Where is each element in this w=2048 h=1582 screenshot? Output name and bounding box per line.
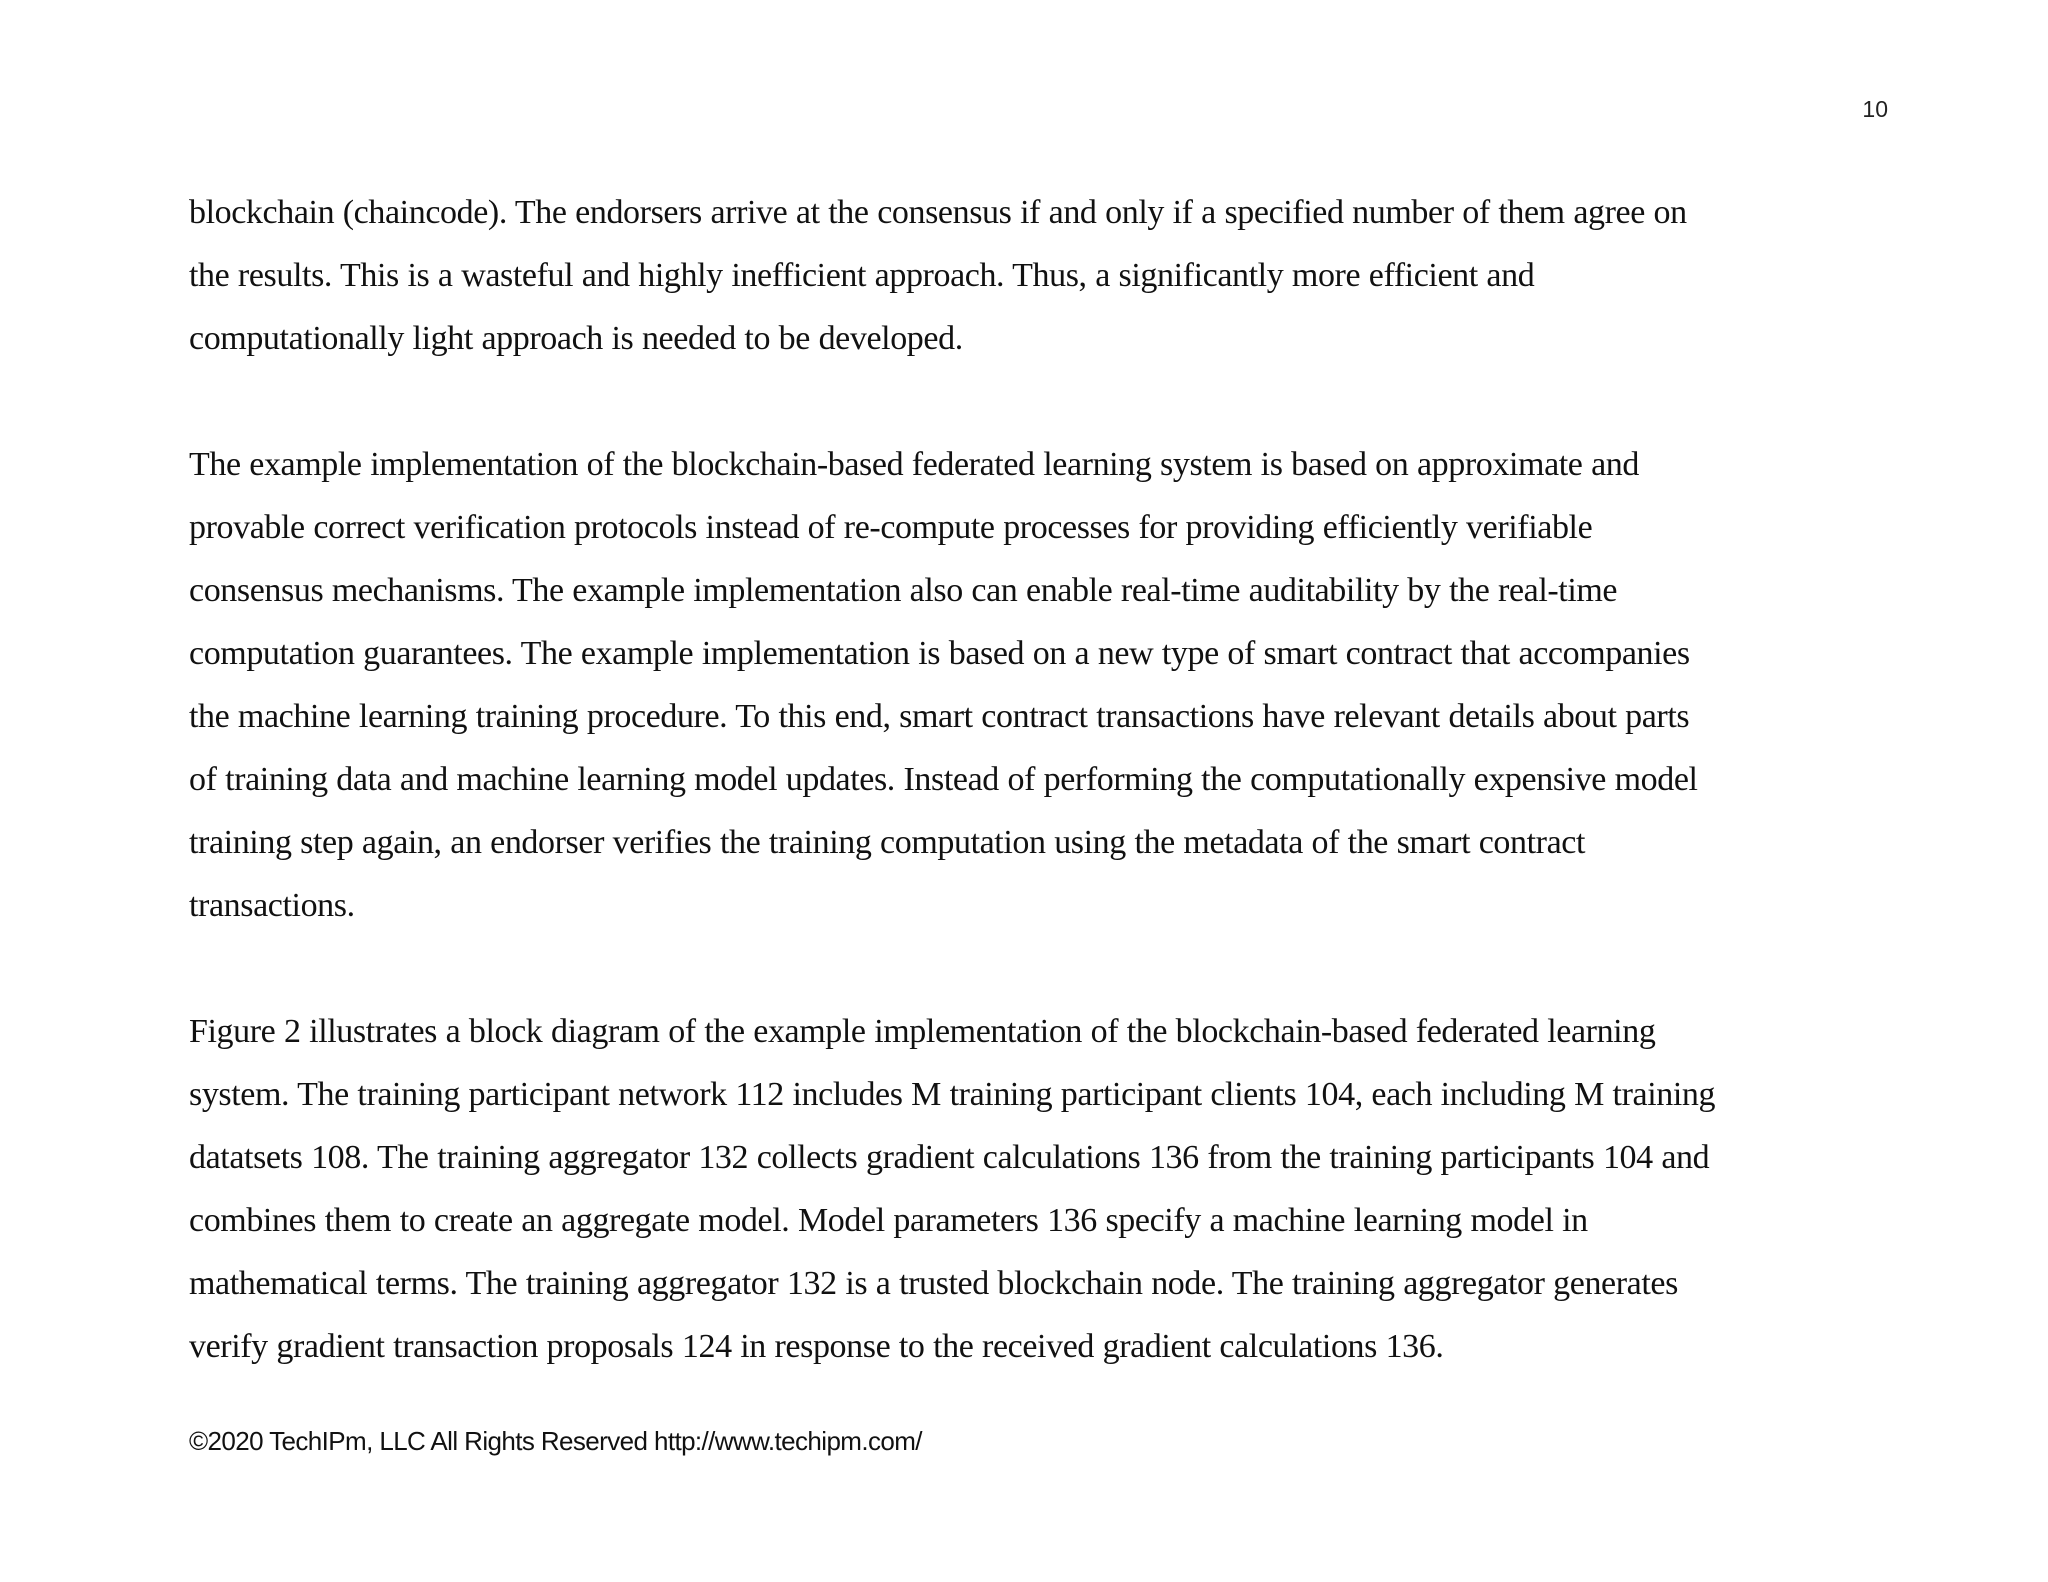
text-line: combines them to create an aggregate model. Model parameters 136 specify a machine learning model in bbox=[189, 1202, 1588, 1239]
text-line: verify gradient transaction proposals 124 in response to the received gradient calculations 136. bbox=[189, 1328, 1444, 1365]
document-body bbox=[189, 181, 1879, 1378]
page-number: 10 bbox=[1862, 96, 1888, 122]
text-line: datatsets 108. The training aggregator 132 collects gradient calculations 136 from the training participants 104 and bbox=[189, 1139, 1710, 1176]
text-line: mathematical terms. The training aggregator 132 is a trusted blockchain node. The training aggregator generates bbox=[189, 1265, 1678, 1302]
paragraph-1 bbox=[189, 181, 1879, 370]
text-line: blockchain (chaincode). The endorsers arrive at the consensus if and only if a specified number of them agree on bbox=[189, 194, 1687, 231]
text-line: consensus mechanisms. The example implementation also can enable real-time auditability by the real-time bbox=[189, 572, 1618, 609]
text-line: training step again, an endorser verifies the training computation using the metadata of the smart contract bbox=[189, 824, 1586, 861]
text-line: transactions. bbox=[189, 887, 355, 924]
text-line: provable correct verification protocols instead of re-compute processes for providing efficiently verifiable bbox=[189, 509, 1593, 546]
text-line: The example implementation of the blockchain-based federated learning system is based on approximate and bbox=[189, 446, 1639, 483]
text-line: computationally light approach is needed to be developed. bbox=[189, 320, 963, 357]
text-line: Figure 2 illustrates a block diagram of the example implementation of the blockchain-based federated learning bbox=[189, 1013, 1656, 1050]
text-line: of training data and machine learning model updates. Instead of performing the computationally expensive model bbox=[189, 761, 1698, 798]
text-line: computation guarantees. The example implementation is based on a new type of smart contract that accompanies bbox=[189, 635, 1690, 672]
paragraph-2 bbox=[189, 433, 1879, 937]
copyright-footer: ©2020 TechIPm, LLC All Rights Reserved http://www.techipm.com/ bbox=[189, 1426, 922, 1456]
paragraph-3 bbox=[189, 1000, 1879, 1378]
text-line: system. The training participant network 112 includes M training participant clients 104, each including M training bbox=[189, 1076, 1716, 1113]
text-line: the results. This is a wasteful and highly inefficient approach. Thus, a significantly more efficient and bbox=[189, 257, 1535, 294]
text-line: the machine learning training procedure. To this end, smart contract transactions have relevant details about parts bbox=[189, 698, 1690, 735]
